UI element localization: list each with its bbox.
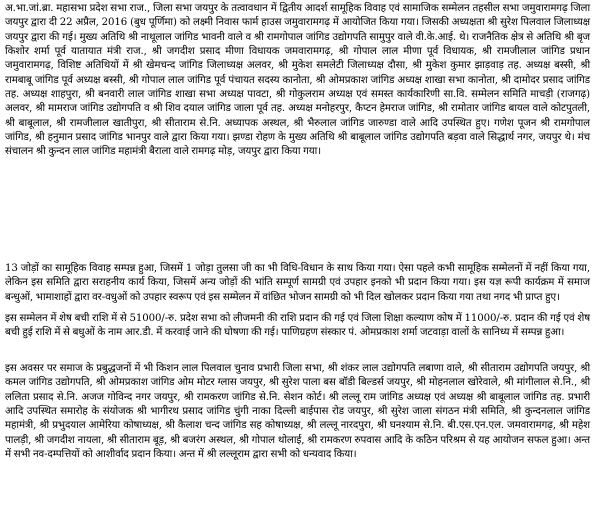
paragraph-funds: इस सम्मेलन में शेष बची राशि में से 51000/-रु. प्रदेश सभा को लीजमनी की राशि प्रदान की गई एवं जिला शिक्षा कल्याण कोष में 11000/-रु. प्रदान की गई एवं शेष बची हुई राशि में से बधुओं के नाम आर.डी. में करवाई जाने की घोषणा की गई। पाणिग्रहण संस्कार पं. ओमप्रकाश शर्मा जटवाड़ा वालों के सानिध्य में सम्पन्न हुआ। — [5, 313, 590, 339]
paragraph-acknowledgements: इस अवसर पर समाज के प्रबुद्धजनों में भी किशन लाल पिलवाल चुनाव प्रभारी जिला सभा, श्री शंकर लाल उद्योगपति लबाणा वाले, श्री सीताराम उद्योगपति जयपुर, श्री कमल जांगिड उद्योगपति, श्री ओमप्रकाश जांगिड ओम मोटर ग्लास जयपुर, श्री सुरेश पाला बस बॉडी बिल्डर्स जयपुर, श्री मोहनलाल खोरेवाले, श्री मांगीलाल से.नि., श्री ललिता प्रसाद से.नि. अजज गोविन्द नगर जयपुर, श्री रामकरण जांगिड से.नि. सेशन कोर्ट। श्री लल्लू राम जांगिड अध्यक्ष एवं अध्यक्ष श्री बाबूलाल जांगिड तह. प्रभारी आदि उपस्थित समारोह के संयोजक श्री भागीरथ प्रसाद जांगिड चुंगी नाका दिल्ली बाईपास रोड जयपुर, श्री सुरेश जाला संगठन मंत्री समिति, श्री कुन्दनलाल जांगिड महामंत्री, श्री प्रभुदयाल आमेरिया कोषाध्यक्ष, श्री कैलाश चन्द जांगिड सह कोषाध्यक्ष, श्री लल्लू नारदपुरा, श्री घनश्याम से.नि. बी.एस.एन.एल. जमवारामगढ़, श्री महेश पालड़ी, श्री जगदीश नायला, श्री सीताराम बूड़, श्री बजरंग अस्थल, श्री गोपाल थोलाई, श्री रामकरण रुपवास आदि के कठिन परिश्रम से यह आयोजन सफल हुआ। अन्त में सभी नव-दम्पत्तियों को आशीर्वाद प्रदान किया। अन्त में श्री लल्लूराम द्वारा सभी को धन्यवाद किया। — [5, 363, 590, 461]
paragraph-intro: अ.भा.जां.ब्रा. महासभा प्रदेश सभा राज., जिला सभा जयपुर के तत्वावधान में द्वितीय आदर्श सामूहिक विवाह एवं सामाजिक सम्मेलन तहसील सभा जमुवारामगढ़ जिला जयपुर द्वारा दी 22 अप्रैल, 2016 (बुध पूर्णिमा) को लक्ष्मी निवास फार्म हाउस जमुवारामगढ़ में आयोजित किया गया। जिसकी अध्यक्षता श्री सुरेश पिलवाल जिलाध्यक्ष जयपुर द्वारा की गई। मुख्य अतिथि श्री नाथूलाल जांगिड भावनी वाले व श्री रामगोपाल जांगिड उद्योगपति सामुपुर वाले वी.के.आई. थे। राजनैतिक क्षेत्र से अतिथि श्री बृज किशोर शर्मा पूर्व यातायात मंत्री राज., श्री जगदीश प्रसाद मीणा विधायक जमवारामगढ़, श्री गोपाल लाल मीणा पूर्व विधायक, श्री रामजीलाल जांगिड प्रधान जमुवारामगढ़, विशिष्ट अतिथियों में श्री खेमचन्द जांगिड जिलाध्यक्ष अलवर, श्री मुकेश समलेटी जिलाध्यक्ष दौसा, श्री मुकेश कुमार झाड़वाड़ तह. अध्यक्ष बस्सी, श्री रामबाबू जांगिड पूर्व अध्यक्ष बस्सी, श्री गोपाल लाल जांगिड पूर्व पंचायत सदस्य कानोता, श्री ओमप्रकाश जांगिड अध्यक्ष शाखा सभा कानोता, श्री दामोदर प्रसाद जांगिड तह. अध्यक्ष शाहपुरा, श्री बनवारी लाल जांगिड शाखा सभा अध्यक्ष पावटा, श्री गोकुलराम अध्यक्ष एवं समस्त कार्यकारिणी सा.वि. सम्मेलन समिति माचड़ी (राजगढ़) अलवर, श्री मामराज जांगिड उद्योगपति व श्री शिव दयाल जांगिड जाला पूर्व तह. अध्यक्ष मनोहरपुर, कैप्टन हेमराज जांगिड, श्री रामोतार जांगिड बायल वाले कोटपुतली, श्री बाबूलाल, श्री रामजीलाल खातीपुरा, श्री सीताराम से.नि. अध्यापक अस्थल, श्री भैरुलाल जांगिड जारुण्डा वाले आदि उपस्थित हुए। गणेश पूजन श्री रामगोपाल जांगिड, श्री हनुमान प्रसाद जांगिड भानपुर वाले द्वारा किया गया। झण्डा रोहण के मुख्य अतिथि श्री बाबूलाल जांगिड उद्योगपति बड़वा वाले सिद्धार्थ नगर, जयपुर थे। मंच संचालन श्री कुन्दन लाल जांगिड महामंत्री बैराला वाले रामगढ़ मोड़, जयपुर द्वारा किया गया। — [5, 3, 590, 158]
paragraph-marriages: 13 जोड़ों का सामूहिक विवाह सम्पन्न हुआ, जिसमें 1 जोड़ा तुलसा जी का भी विधि-विधान के साथ किया गया। ऐसा पहले कभी सामूहिक सम्मेलनों में नहीं किया गया, लेकिन इस समिति द्वारा सराहनीय कार्य किया, जिसमें अन्य जोड़ों की भांति सम्पूर्ण सामग्री एवं उपहार इनको भी प्रदान किया गया। इस यज्ञ रूपी कार्यक्रम में समाज बन्धुओं, भामाशाहों द्वारा वर-वधुओं को उपहार स्वरूप एवं इस सम्मेलन में वांछित भोजन सामग्री को भी दिल खोलकर प्रदान किया गया तथा नगद भी प्राप्त हुए। — [5, 263, 590, 303]
